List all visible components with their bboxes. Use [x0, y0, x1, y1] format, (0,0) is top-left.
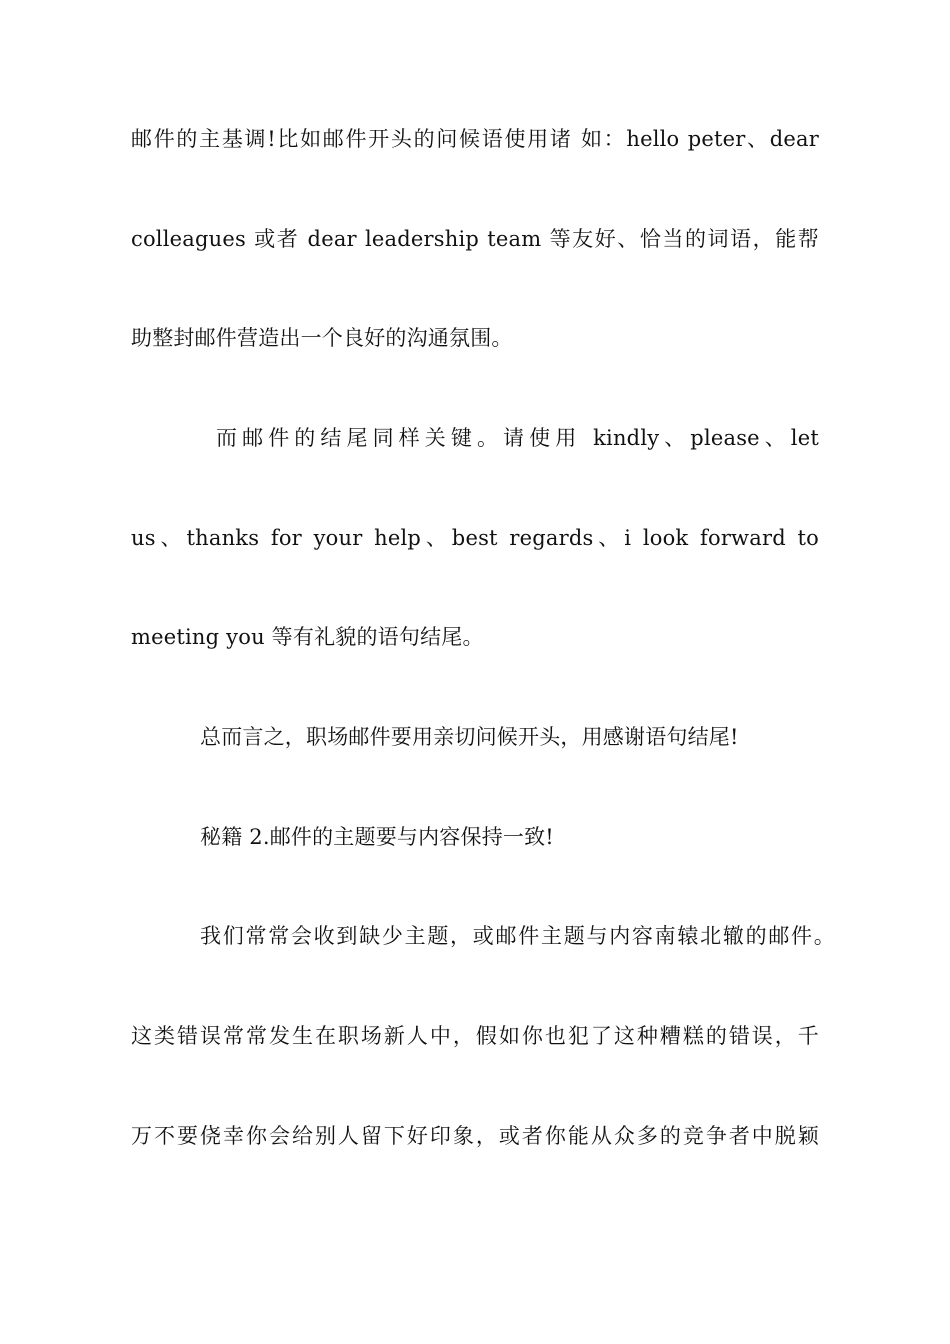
paragraph-line-1: 邮件的主基调!比如邮件开头的问候语使用诸 如：hello peter、dear: [131, 127, 819, 151]
paragraph-line-9: 我们常常会收到缺少主题，或邮件主题与内容南辕北辙的邮件。: [200, 924, 835, 948]
section-heading: 秘籍 2.邮件的主题要与内容保持一致!: [200, 825, 554, 849]
paragraph-line-6: meeting you 等有礼貌的语句结尾。: [131, 625, 484, 649]
paragraph-line-2: colleagues 或者 dear leadership team 等友好、恰当的词语，能帮: [131, 227, 819, 251]
paragraph-line-3: 助整封邮件营造出一个良好的沟通氛围。: [131, 326, 513, 350]
summary-line: 总而言之，职场邮件要用亲切问候开头，用感谢语句结尾!: [200, 725, 739, 749]
paragraph-line-11: 万不要侥幸你会给别人留下好印象，或者你能从众多的竞争者中脱颖: [131, 1124, 819, 1148]
paragraph-line-4: 而邮件的结尾同样关键。请使用 kindly、please、let: [216, 426, 819, 450]
paragraph-line-10: 这类错误常常发生在职场新人中，假如你也犯了这种糟糕的错误，千: [131, 1024, 819, 1048]
paragraph-line-5: us、thanks for your help、best regards、i look forward to: [131, 526, 819, 550]
